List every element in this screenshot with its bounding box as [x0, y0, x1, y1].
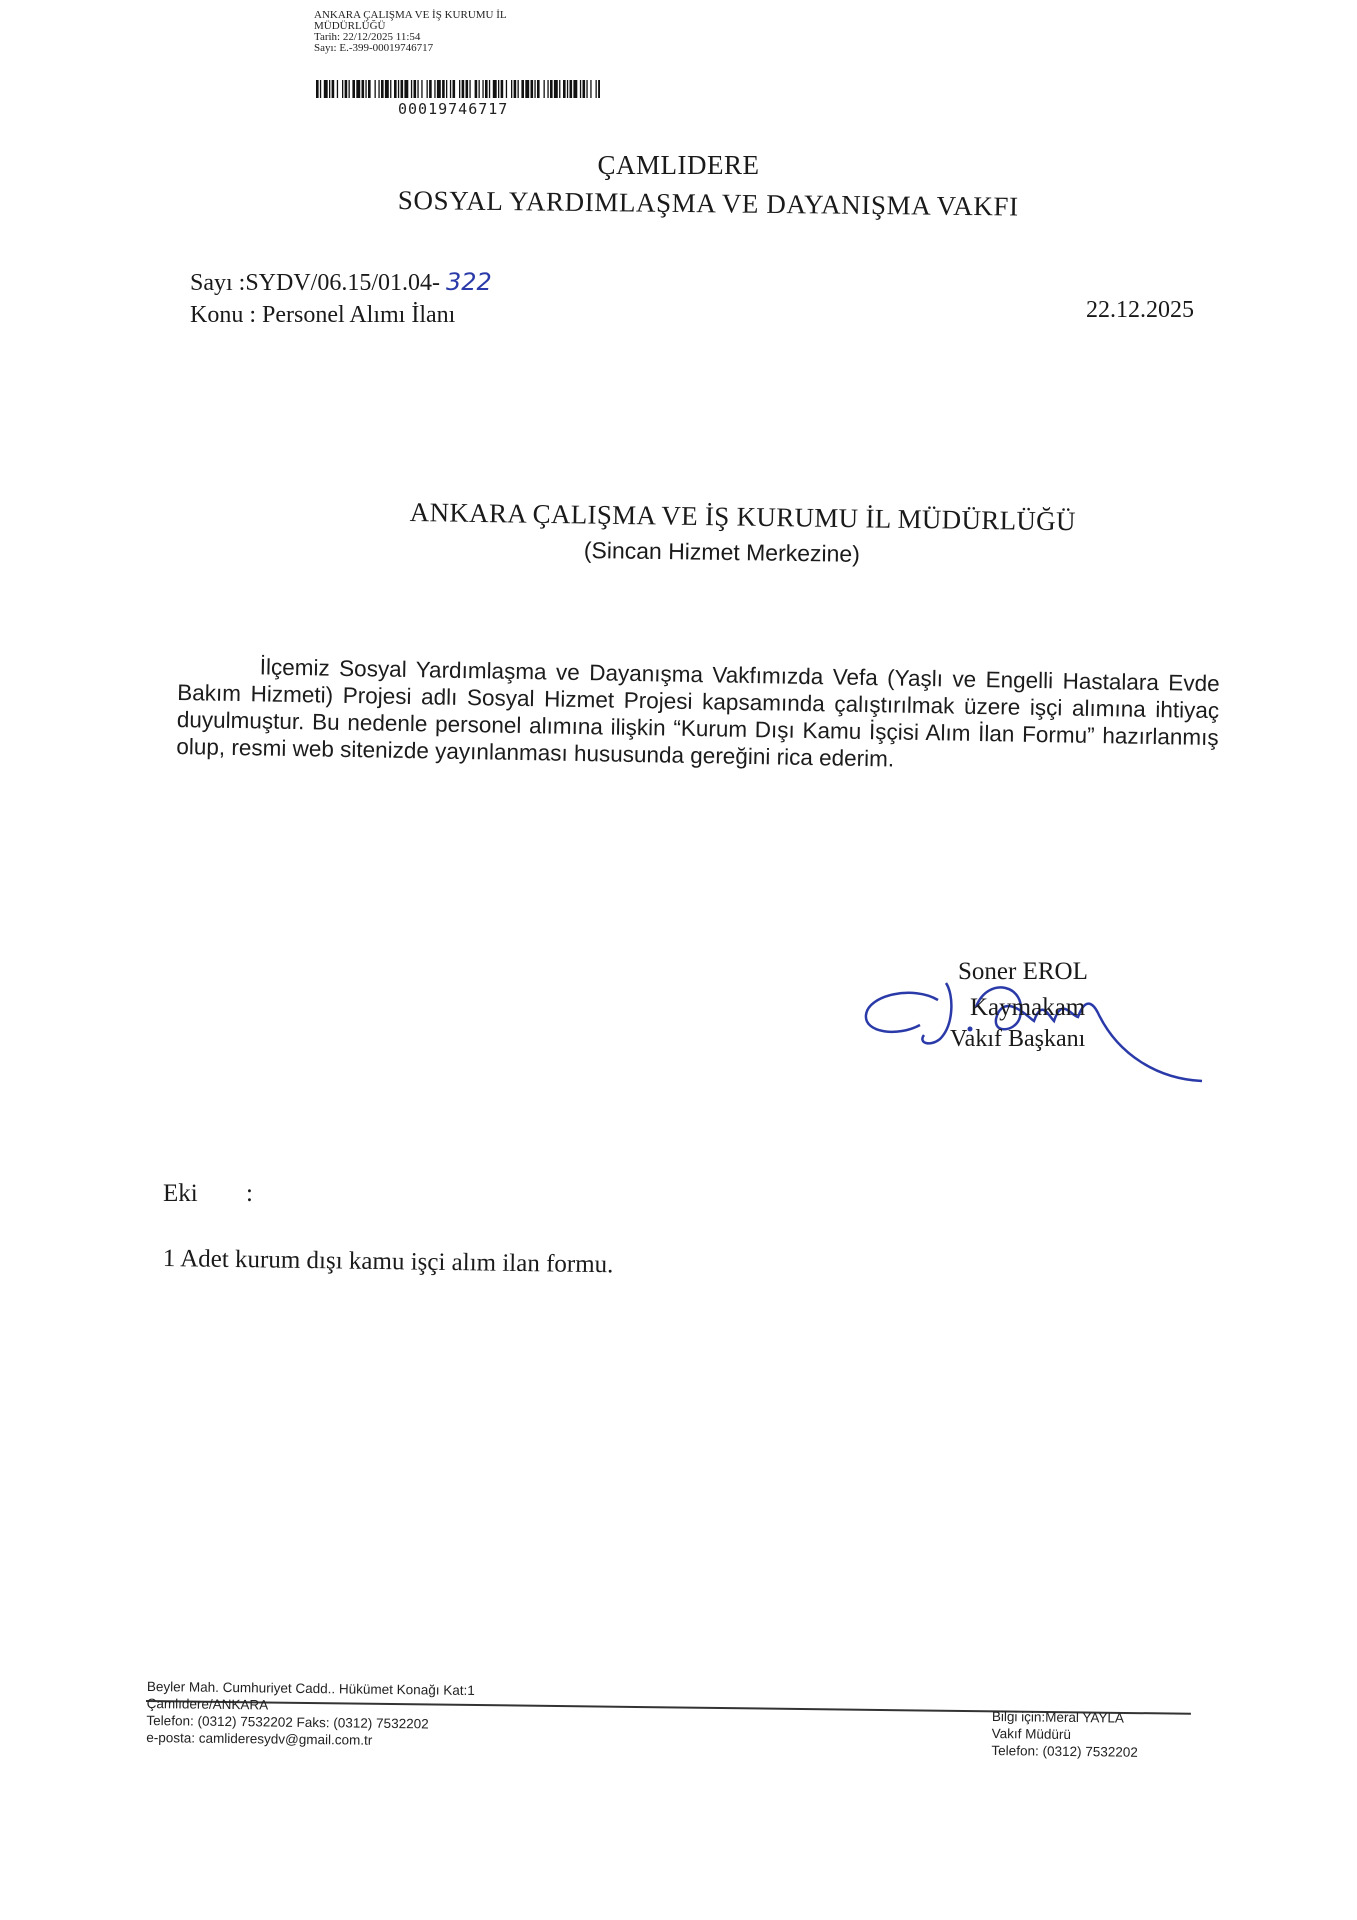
barcode-bar [446, 80, 447, 98]
document-number-label: Sayı :SYDV/06.15/01.04- [190, 270, 441, 296]
footer-address-line: Çamlıdere/ANKARA [146, 1695, 269, 1713]
barcode-bar [559, 80, 560, 98]
barcode-bar [365, 80, 366, 98]
barcode [316, 80, 600, 98]
barcode-bar [567, 80, 568, 98]
barcode-bar [531, 80, 534, 98]
barcode-bar [381, 80, 384, 98]
barcode-bar [362, 80, 365, 98]
barcode-bar [482, 80, 483, 98]
barcode-bar [598, 80, 600, 98]
barcode-bar [345, 80, 348, 98]
barcode-bar [525, 80, 529, 98]
registry-stamp [314, 10, 507, 54]
barcode-bar [375, 80, 376, 98]
barcode-bar [459, 80, 460, 98]
barcode-bar [544, 80, 545, 98]
barcode-bar [521, 80, 524, 98]
barcode-bar [437, 80, 441, 98]
barcode-bar [518, 80, 519, 98]
body-paragraph: İlçemiz Sosyal Yardımlaşma ve Dayanışma Vakfımızda Vefa (Yaşlı ve Engelli Hastalara Evde Bakım Hizmeti) Projesi adlı Sosyal Hizmet Projesi kapsamında çalıştırılmak üzere işçi alımına ihtiyaç duyulmuştur. Bu nedenle personel alımına ilişkin “Kurum Dışı Kamu İşçisi Alım İlan Formu” hazırlanmış olup, resmi web sitenizde yayınlanması hususunda gereğini rica ederim. [176, 654, 1220, 772]
barcode-bar [466, 80, 469, 98]
stamp-line-2: MÜDÜRLÜĞÜ [314, 20, 386, 32]
barcode-bar [489, 80, 490, 98]
barcode-bar [337, 80, 338, 98]
barcode-bar [324, 80, 328, 98]
footer-contact [991, 1708, 1138, 1761]
attachment-item: 1 Adet kurum dışı kamu işçi alım ilan formu. [162, 1245, 614, 1279]
barcode-bar [320, 80, 321, 98]
barcode-bar [332, 80, 335, 98]
footer-address-line: Beyler Mah. Cumhuriyet Cadd.. Hükümet Konağı Kat:1 [146, 1678, 475, 1699]
barcode-bar [550, 80, 553, 98]
signatory-title: Kaymakam [970, 994, 1086, 1021]
barcode-number: 00019746717 [398, 100, 509, 118]
barcode-bar [547, 80, 548, 98]
barcode-bar [390, 80, 391, 98]
barcode-bar [554, 80, 558, 98]
addressee-line-2: (Sincan Hizmet Merkezine) [583, 537, 861, 567]
barcode-bar [385, 80, 389, 98]
footer-contact-line: Telefon: (0312) 7532202 [991, 1742, 1138, 1760]
barcode-bar [427, 80, 428, 98]
barcode-bar [352, 80, 355, 98]
barcode-bar [450, 80, 451, 98]
header-line-1: ÇAMLIDERE [597, 150, 760, 180]
document-number [190, 268, 492, 297]
barcode-bar [563, 80, 566, 98]
barcode-bar [498, 80, 499, 98]
barcode-bar [342, 80, 343, 98]
attachments-colon: : [246, 1180, 253, 1207]
barcode-bar [394, 80, 397, 98]
barcode-bar [583, 80, 586, 98]
barcode-bar [493, 80, 497, 98]
signatory-role: Vakıf Başkanı [950, 1026, 1086, 1052]
signatory-name: Soner EROL [958, 958, 1088, 985]
barcode-bar [501, 80, 504, 98]
barcode-bar [398, 80, 399, 98]
barcode-bar [537, 80, 540, 98]
barcode-bar [411, 80, 412, 98]
barcode-bar [534, 80, 535, 98]
barcode-bar [429, 80, 432, 98]
document-date: 22.12.2025 [1086, 297, 1194, 323]
attachments-label: Eki [163, 1180, 198, 1207]
barcode-bar [590, 80, 591, 98]
barcode-bar [442, 80, 445, 98]
stamp-line-4: Sayı: E.-399-00019746717 [314, 42, 434, 54]
barcode-bar [485, 80, 488, 98]
barcode-bar [462, 80, 465, 98]
stamp-line-3: Tarih: 22/12/2025 11:54 [314, 31, 421, 43]
barcode-bar [417, 80, 418, 98]
barcode-bar [316, 80, 319, 98]
footer-address-line: e-posta: camlideresydv@gmail.com.tr [146, 1729, 373, 1748]
barcode-bar [453, 80, 456, 98]
barcode-bar [421, 80, 422, 98]
barcode-bar [404, 80, 408, 98]
header-line-2: SOSYAL YARDIMLAŞMA VE DAYANIŞMA VAKFI [397, 185, 1019, 222]
barcode-bar [580, 80, 581, 98]
subject: Konu : Personel Alımı İlanı [190, 302, 456, 328]
barcode-bar [506, 80, 507, 98]
barcode-bar [475, 80, 478, 98]
handwritten-number: 322 [446, 268, 492, 296]
barcode-bar [329, 80, 330, 98]
barcode-bar [368, 80, 371, 98]
stamp-line-1: ANKARA ÇALIŞMA VE İŞ KURUMU İL [314, 9, 507, 21]
barcode-bar [469, 80, 470, 98]
barcode-bar [479, 80, 480, 98]
footer-contact-line: Bilgi için:Meral YAYLA [991, 1708, 1125, 1726]
barcode-bar [434, 80, 435, 98]
barcode-bar [514, 80, 517, 98]
footer-contact-line: Vakıf Müdürü [991, 1725, 1072, 1742]
barcode-bar [356, 80, 360, 98]
barcode-bar [378, 80, 379, 98]
barcode-bar [586, 80, 587, 98]
barcode-bar [511, 80, 512, 98]
footer-address [146, 1678, 475, 1750]
footer-address-line: Telefon: (0312) 7532202 Faks: (0312) 7532202 [146, 1712, 429, 1732]
barcode-bar [414, 80, 417, 98]
barcode-bar [573, 80, 577, 98]
addressee-line-1: ANKARA ÇALIŞMA VE İŞ KURUMU İL MÜDÜRLÜĞÜ [409, 497, 1076, 537]
barcode-bar [401, 80, 404, 98]
barcode-bar [596, 80, 597, 98]
barcode-bar [349, 80, 350, 98]
barcode-bar [570, 80, 573, 98]
